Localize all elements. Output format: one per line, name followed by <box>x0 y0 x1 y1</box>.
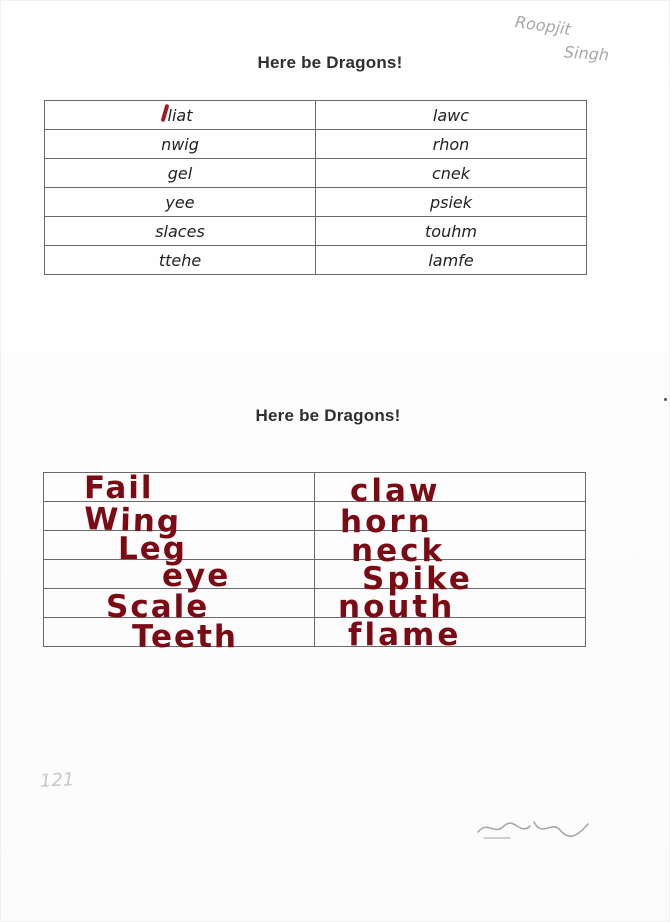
handwritten-answer-right: horn <box>340 504 433 540</box>
scrambled-word-table <box>44 100 587 275</box>
scrambled-word-right: touhm <box>316 217 587 246</box>
handwritten-answer-right: nouth <box>338 589 456 625</box>
worksheet-title-top: Here be Dragons! <box>257 53 403 72</box>
handwritten-answer-left: Wing <box>83 501 182 541</box>
handwritten-answer-right: neck <box>351 533 446 569</box>
scrambled-word-left: liat <box>45 101 316 130</box>
handwritten-answer-right: claw <box>350 473 441 509</box>
table-row <box>45 246 587 275</box>
scrambled-word-left: ttehe <box>45 246 316 275</box>
student-name-first: Roopjit <box>513 12 573 39</box>
scrambled-word-left: gel <box>45 159 316 188</box>
scrambled-word-right: psiek <box>316 188 587 217</box>
handwritten-answer-left: Leg <box>118 531 187 567</box>
student-name-last: Singh <box>563 42 610 65</box>
handwritten-answer-right: flame <box>348 617 462 653</box>
handwritten-answer-right: Spike <box>362 561 473 597</box>
table-row <box>45 217 587 246</box>
table-row <box>45 159 587 188</box>
handwritten-answer-left: Scale <box>106 589 210 625</box>
table-row <box>45 101 587 130</box>
scrambled-word-right: rhon <box>316 130 587 159</box>
handwritten-answer-left: Fail <box>84 470 154 506</box>
table-row <box>45 188 587 217</box>
pencil-scribble-signature <box>476 812 596 844</box>
handwritten-answer-left: eye <box>162 558 231 594</box>
scrambled-word-right: cnek <box>316 159 587 188</box>
scrambled-word-left: nwig <box>45 130 316 159</box>
pencil-corner-mark: 121 <box>39 769 75 792</box>
worksheet-title-bottom: Here be Dragons! <box>255 406 401 425</box>
handwritten-answer-left: Teeth <box>132 619 238 655</box>
scrambled-word-right: lawc <box>316 101 587 130</box>
scrambled-word-right: lamfe <box>316 246 587 275</box>
scrambled-word-left: slaces <box>45 217 316 246</box>
scan-dot <box>664 398 667 401</box>
table-row <box>45 130 587 159</box>
scrambled-word-left: yee <box>45 188 316 217</box>
